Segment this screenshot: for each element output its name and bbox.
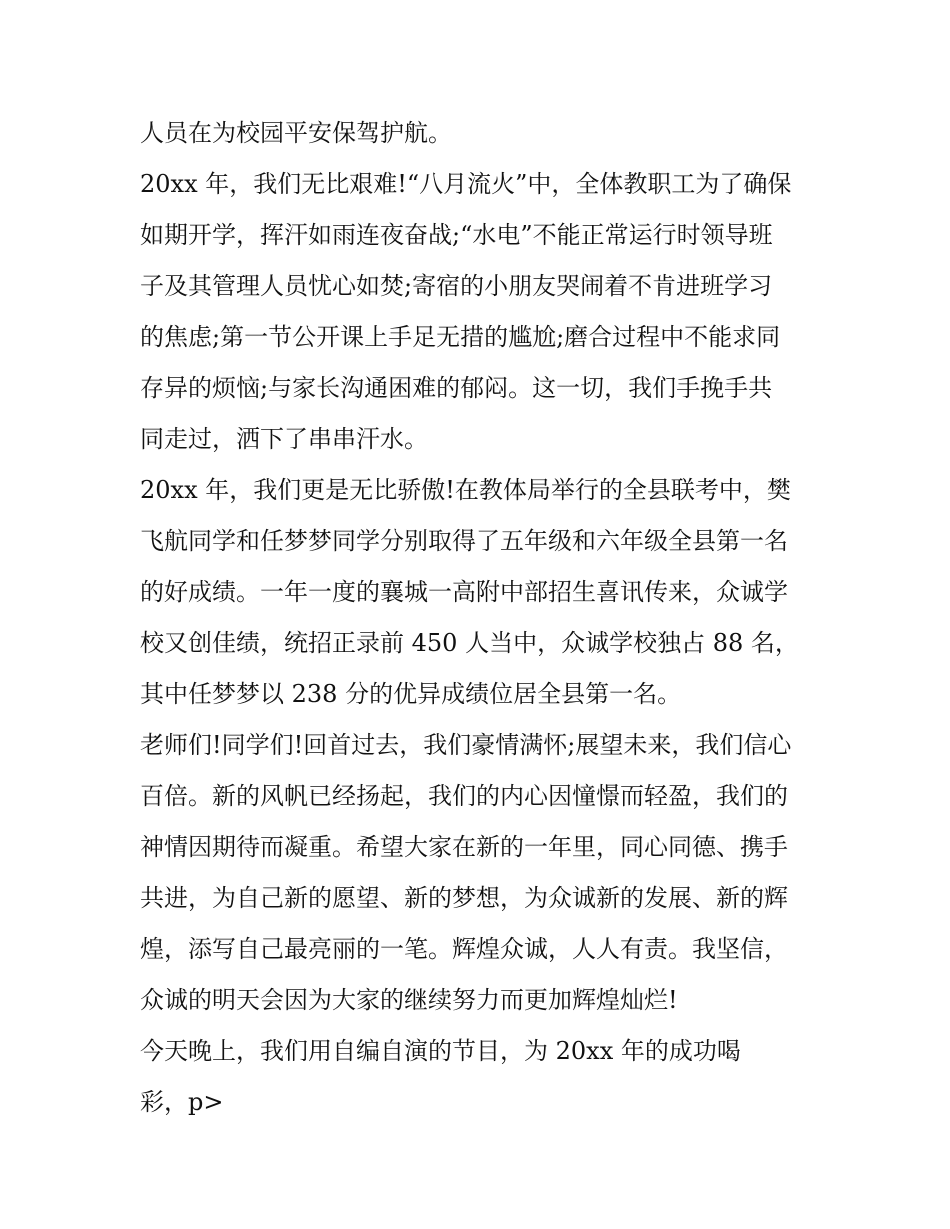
text-line: 20xx 年，我们无比艰难!“八月流火”中，全体教职工为了确保 bbox=[140, 170, 792, 198]
text-line: 神情因期待而凝重。希望大家在新的一年里，同心同德、携手 bbox=[140, 833, 788, 861]
text-line: 同走过，洒下了串串汗水。 bbox=[140, 425, 428, 453]
text-line: 的焦虑;第一节公开课上手足无措的尴尬;磨合过程中不能求同 bbox=[140, 323, 781, 351]
text-line: 今天晚上，我们用自编自演的节目，为 20xx 年的成功喝 bbox=[140, 1037, 741, 1065]
text-line: 众诚的明天会因为大家的继续努力而更加辉煌灿烂! bbox=[140, 986, 678, 1014]
text-line: 人员在为校园平安保驾护航。 bbox=[140, 119, 452, 147]
document-body bbox=[140, 108, 820, 1128]
text-line: 煌，添写自己最亮丽的一笔。辉煌众诚，人人有责。我坚信， bbox=[140, 935, 788, 963]
text-line: 其中任梦梦以 238 分的优异成绩位居全县第一名。 bbox=[140, 680, 682, 708]
text-line: 如期开学，挥汗如雨连夜奋战;“水电”不能正常运行时领导班 bbox=[140, 221, 773, 249]
text-line: 老师们!同学们!回首过去，我们豪情满怀;展望未来，我们信心 bbox=[140, 731, 792, 759]
text-line: 20xx 年，我们更是无比骄傲!在教体局举行的全县联考中，樊 bbox=[140, 476, 791, 504]
text-line: 校又创佳绩，统招正录前 450 人当中，众诚学校独占 88 名， bbox=[140, 629, 799, 657]
text-line: 共进，为自己新的愿望、新的梦想，为众诚新的发展、新的辉 bbox=[140, 884, 788, 912]
text-line: 存异的烦恼;与家长沟通困难的郁闷。这一切，我们手挽手共 bbox=[140, 374, 773, 402]
text-line: 彩，p> bbox=[140, 1088, 224, 1116]
text-line: 子及其管理人员忧心如焚;寄宿的小朋友哭闹着不肯进班学习 bbox=[140, 272, 773, 300]
text-line: 的好成绩。一年一度的襄城一高附中部招生喜讯传来，众诚学 bbox=[140, 578, 788, 606]
text-line: 百倍。新的风帆已经扬起，我们的内心因憧憬而轻盈，我们的 bbox=[140, 782, 788, 810]
text-line: 飞航同学和任梦梦同学分别取得了五年级和六年级全县第一名 bbox=[140, 527, 788, 555]
